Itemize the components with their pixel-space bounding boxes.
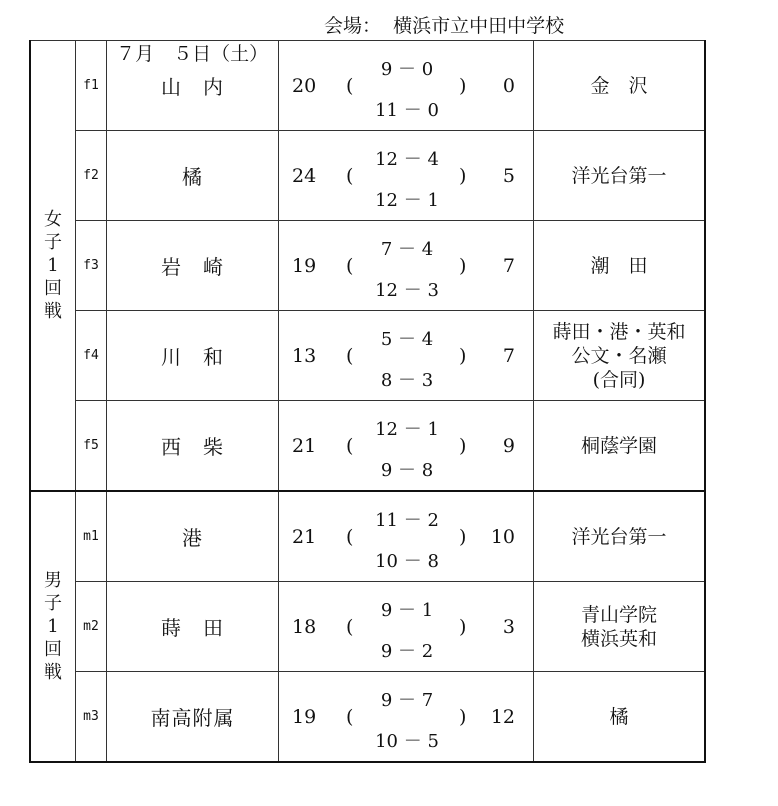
opponent-team [534,672,706,763]
score-cell [279,131,534,221]
results-table [29,40,706,763]
opponent-name-line: 桐蔭学園 [580,434,657,457]
paren-close: ) [459,344,467,367]
division-label [30,491,76,762]
match-row [30,221,705,311]
first-half-score: 12 － 4 [375,149,439,170]
division-label-char: 男 [44,570,62,591]
home-total-score: 21 [292,434,317,457]
first-half-score: 7 － 4 [380,239,434,260]
paren-open: ( [346,254,354,277]
first-half-score: 11 － 2 [375,510,439,531]
division-label-char: 回 [44,639,62,660]
second-half-score: 9 － 8 [380,460,434,481]
home-team: 山 内 [107,41,279,131]
paren-close: ) [459,434,467,457]
paren-open: ( [346,705,354,728]
paren-open: ( [346,525,354,548]
paren-close: ) [459,525,467,548]
home-team: 蒔 田 [107,582,279,672]
home-total-score: 18 [292,615,317,638]
first-half-score: 9 － 1 [380,600,434,621]
paren-close: ) [459,615,467,638]
opponent-name-line: (合同) [592,368,646,391]
home-team: 川 和 [107,311,279,401]
score-cell [279,672,534,763]
venue-label: 会場： 横浜市立中田中学校 [324,15,565,37]
match-code: f1 [76,41,107,131]
match-row [30,311,705,401]
first-half-score: 5 － 4 [380,329,434,350]
first-half-score: 9 － 0 [380,59,434,80]
opponent-team [534,41,706,131]
match-row [30,131,705,221]
opponent-name-line: 横浜英和 [580,627,657,650]
score-cell [279,221,534,311]
home-team: 西 柴 [107,401,279,492]
match-row [30,491,705,582]
opponent-team [534,131,706,221]
first-half-score: 9 － 7 [380,690,434,711]
paren-open: ( [346,344,354,367]
division-label-char: 戦 [44,301,62,322]
match-code: f5 [76,401,107,492]
match-row [30,672,705,763]
paren-open: ( [346,434,354,457]
division-label-char: 回 [44,278,62,299]
paren-open: ( [346,74,354,97]
score-cell [279,401,534,492]
paren-close: ) [459,74,467,97]
match-date: ７月 ５日（土） [116,43,269,65]
away-total-score: 10 [490,525,515,548]
score-cell [279,582,534,672]
home-total-score: 20 [292,74,317,97]
away-total-score: 12 [490,705,515,728]
home-total-score: 24 [292,164,317,187]
home-team: 港 [107,491,279,582]
paren-open: ( [346,164,354,187]
second-half-score: 12 － 1 [375,190,439,211]
match-code: f4 [76,311,107,401]
division-label-char: 戦 [44,662,62,683]
away-total-score: 7 [502,344,515,367]
opponent-team [534,401,706,492]
home-total-score: 13 [292,344,317,367]
home-team: 橘 [107,131,279,221]
division-label-char: 子 [44,593,62,614]
opponent-name-line: 公文・名瀬 [571,344,667,367]
opponent-name-line: 洋光台第一 [571,164,667,187]
opponent-name-line: 蒔田・港・英和 [552,320,686,343]
opponent-name-line: 青山学院 [580,603,657,626]
second-half-score: 10 － 5 [375,731,439,752]
opponent-team [534,491,706,582]
paren-close: ) [459,164,467,187]
match-row [30,582,705,672]
match-code: m3 [76,672,107,763]
away-total-score: 5 [502,164,515,187]
second-half-score: 8 － 3 [380,370,434,391]
division-label-char: 子 [44,232,62,253]
opponent-team [534,582,706,672]
score-cell [279,41,534,131]
away-total-score: 9 [502,434,515,457]
match-row [30,401,705,492]
match-row [30,41,705,131]
home-total-score: 19 [292,705,317,728]
opponent-team [534,311,706,401]
match-code: f3 [76,221,107,311]
opponent-name-line: 橘 [609,705,629,728]
first-half-score: 12 － 1 [375,419,439,440]
home-team: 南高附属 [107,672,279,763]
home-total-score: 21 [292,525,317,548]
match-code: m2 [76,582,107,672]
home-team: 岩 崎 [107,221,279,311]
second-half-score: 10 － 8 [375,551,439,572]
paren-close: ) [459,254,467,277]
second-half-score: 12 － 3 [375,280,439,301]
division-label-char: 1 [47,255,59,276]
match-code: m1 [76,491,107,582]
score-cell [279,491,534,582]
division-label [30,41,76,492]
second-half-score: 9 － 2 [380,641,434,662]
opponent-team [534,221,706,311]
division-label-char: 女 [44,209,62,230]
home-total-score: 19 [292,254,317,277]
opponent-name-line: 金 沢 [590,74,648,97]
opponent-name-line: 潮 田 [590,254,648,277]
paren-close: ) [459,705,467,728]
away-total-score: 7 [502,254,515,277]
away-total-score: 3 [502,615,515,638]
paren-open: ( [346,615,354,638]
match-code: f2 [76,131,107,221]
opponent-name-line: 洋光台第一 [571,525,667,548]
second-half-score: 11 － 0 [375,100,439,121]
score-cell [279,311,534,401]
division-label-char: 1 [47,616,59,637]
away-total-score: 0 [502,74,515,97]
